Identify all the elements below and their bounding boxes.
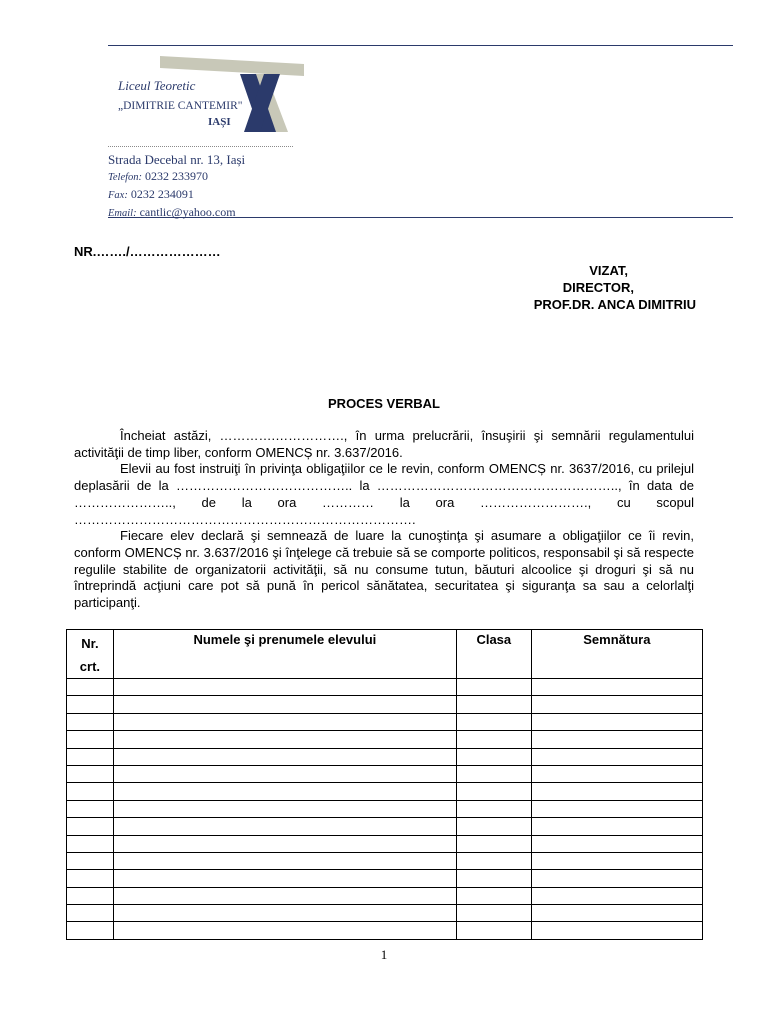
cell-signature[interactable]	[531, 783, 702, 800]
cell-class[interactable]	[456, 713, 531, 730]
cell-name[interactable]	[113, 679, 456, 696]
cell-signature[interactable]	[531, 835, 702, 852]
table-row	[67, 852, 703, 869]
cell-class[interactable]	[456, 748, 531, 765]
table-row	[67, 870, 703, 887]
document-body	[74, 428, 694, 612]
cell-signature[interactable]	[531, 765, 702, 782]
cell-class[interactable]	[456, 852, 531, 869]
approval-block	[534, 262, 696, 313]
cell-signature[interactable]	[531, 887, 702, 904]
phone-label: Telefon:	[108, 172, 143, 183]
cell-signature[interactable]	[531, 679, 702, 696]
email-label: Email:	[108, 208, 137, 219]
cell-class[interactable]	[456, 800, 531, 817]
header-nr-line2: crt.	[79, 659, 101, 674]
phone-value: 0232 233970	[145, 169, 209, 183]
header-signature: Semnătura	[531, 630, 702, 679]
table-row	[67, 713, 703, 730]
cell-signature[interactable]	[531, 713, 702, 730]
cell-nr[interactable]	[67, 922, 114, 939]
cell-nr[interactable]	[67, 765, 114, 782]
cell-nr[interactable]	[67, 696, 114, 713]
cell-nr[interactable]	[67, 835, 114, 852]
cell-nr[interactable]	[67, 818, 114, 835]
registration-number: NR.……./…………………	[74, 244, 221, 259]
cell-class[interactable]	[456, 731, 531, 748]
cell-name[interactable]	[113, 696, 456, 713]
cell-name[interactable]	[113, 922, 456, 939]
logo-line-3: IAȘI	[208, 116, 231, 128]
table-row	[67, 835, 703, 852]
cell-name[interactable]	[113, 731, 456, 748]
approval-director: DIRECTOR,	[562, 280, 634, 295]
table-row	[67, 679, 703, 696]
header-name: Numele şi prenumele elevului	[113, 630, 456, 679]
cell-class[interactable]	[456, 679, 531, 696]
cell-class[interactable]	[456, 870, 531, 887]
cell-name[interactable]	[113, 887, 456, 904]
school-logo	[100, 52, 310, 152]
paragraph-2: Elevii au fost instruiţi în privinţa obligaţiilor ce le revin, conform OMENCȘ nr. 3637/2016, cu prilejul deplasării de la ………………………………….. la ……………………………………………….., în data de ………………….., de la ora ………… la ora ……………………., cu scopul …………………………………………………………………….	[74, 461, 694, 527]
cell-name[interactable]	[113, 905, 456, 922]
cell-class[interactable]	[456, 783, 531, 800]
cell-signature[interactable]	[531, 852, 702, 869]
table-row	[67, 818, 703, 835]
table-row	[67, 922, 703, 939]
cell-class[interactable]	[456, 818, 531, 835]
header-nr-line1: Nr.	[81, 636, 99, 651]
cell-name[interactable]	[113, 870, 456, 887]
cell-name[interactable]	[113, 765, 456, 782]
cell-name[interactable]	[113, 852, 456, 869]
approval-vizat: VIZAT,	[589, 263, 628, 278]
paragraph-3: Fiecare elev declară şi semnează de luare la cunoştinţa şi asumare a obligaţiilor ce îi revin, conform OMENCȘ nr. 3.637/2016 şi înţelege că trebuie să se comporte politicos, responsabil şi să respecte regulile stabilite de organizatorii activităţii, să nu consume tutun, băuturi alcoolice şi droguri şi să nu întreprindă acţiuni care pot să pună în pericol sănătatea, securitatea şi siguranţa sa sau a celorlalţi participanţi.	[74, 528, 694, 611]
contact-email	[108, 204, 245, 222]
cell-nr[interactable]	[67, 679, 114, 696]
page-number: 1	[380, 947, 388, 962]
contact-fax	[108, 186, 245, 204]
cell-signature[interactable]	[531, 922, 702, 939]
cell-name[interactable]	[113, 800, 456, 817]
header-bottom-rule	[108, 217, 733, 218]
cell-signature[interactable]	[531, 905, 702, 922]
cell-name[interactable]	[113, 748, 456, 765]
table-body	[67, 679, 703, 940]
document-title: PROCES VERBAL	[328, 396, 440, 411]
header-class: Clasa	[456, 630, 531, 679]
cell-class[interactable]	[456, 765, 531, 782]
cell-nr[interactable]	[67, 748, 114, 765]
fax-label: Fax:	[108, 190, 128, 201]
logo-dotted-divider	[108, 146, 293, 147]
cell-signature[interactable]	[531, 748, 702, 765]
cell-signature[interactable]	[531, 870, 702, 887]
cell-nr[interactable]	[67, 713, 114, 730]
cell-nr[interactable]	[67, 905, 114, 922]
cell-signature[interactable]	[531, 696, 702, 713]
cell-nr[interactable]	[67, 800, 114, 817]
cell-signature[interactable]	[531, 731, 702, 748]
cell-name[interactable]	[113, 783, 456, 800]
table-row	[67, 696, 703, 713]
header-nr	[67, 630, 114, 679]
cell-nr[interactable]	[67, 783, 114, 800]
cell-nr[interactable]	[67, 731, 114, 748]
cell-nr[interactable]	[67, 870, 114, 887]
contact-phone	[108, 168, 245, 186]
cell-class[interactable]	[456, 835, 531, 852]
table-row	[67, 800, 703, 817]
table-row	[67, 731, 703, 748]
cell-class[interactable]	[456, 922, 531, 939]
cell-signature[interactable]	[531, 818, 702, 835]
table-row	[67, 765, 703, 782]
table-row	[67, 905, 703, 922]
cell-nr[interactable]	[67, 887, 114, 904]
approval-name: PROF.DR. ANCA DIMITRIU	[533, 297, 696, 312]
fax-value: 0232 234091	[130, 187, 194, 201]
paragraph-1: Încheiat astăzi, ………….……………., în urma prelucrării, însuşirii şi semnării regulamentului activităţii de timp liber, conform OMENCȘ nr. 3.637/2016.	[74, 428, 694, 460]
table-row	[67, 783, 703, 800]
students-table	[66, 629, 703, 940]
cell-name[interactable]	[113, 835, 456, 852]
logo-line-1: Liceul Teoretic	[118, 78, 196, 93]
table-row	[67, 887, 703, 904]
table-header-row	[67, 630, 703, 679]
cell-signature[interactable]	[531, 800, 702, 817]
header-top-rule	[108, 45, 733, 46]
cell-name[interactable]	[113, 713, 456, 730]
cell-class[interactable]	[456, 905, 531, 922]
school-contact	[108, 152, 245, 222]
cell-name[interactable]	[113, 818, 456, 835]
contact-street: Strada Decebal nr. 13, Iași	[108, 152, 246, 167]
cell-class[interactable]	[456, 887, 531, 904]
table-row	[67, 748, 703, 765]
email-value: cantlic@yahoo.com	[139, 205, 236, 219]
logo-line-2: „DIMITRIE CANTEMIR"	[118, 100, 243, 112]
cell-class[interactable]	[456, 696, 531, 713]
cell-nr[interactable]	[67, 852, 114, 869]
